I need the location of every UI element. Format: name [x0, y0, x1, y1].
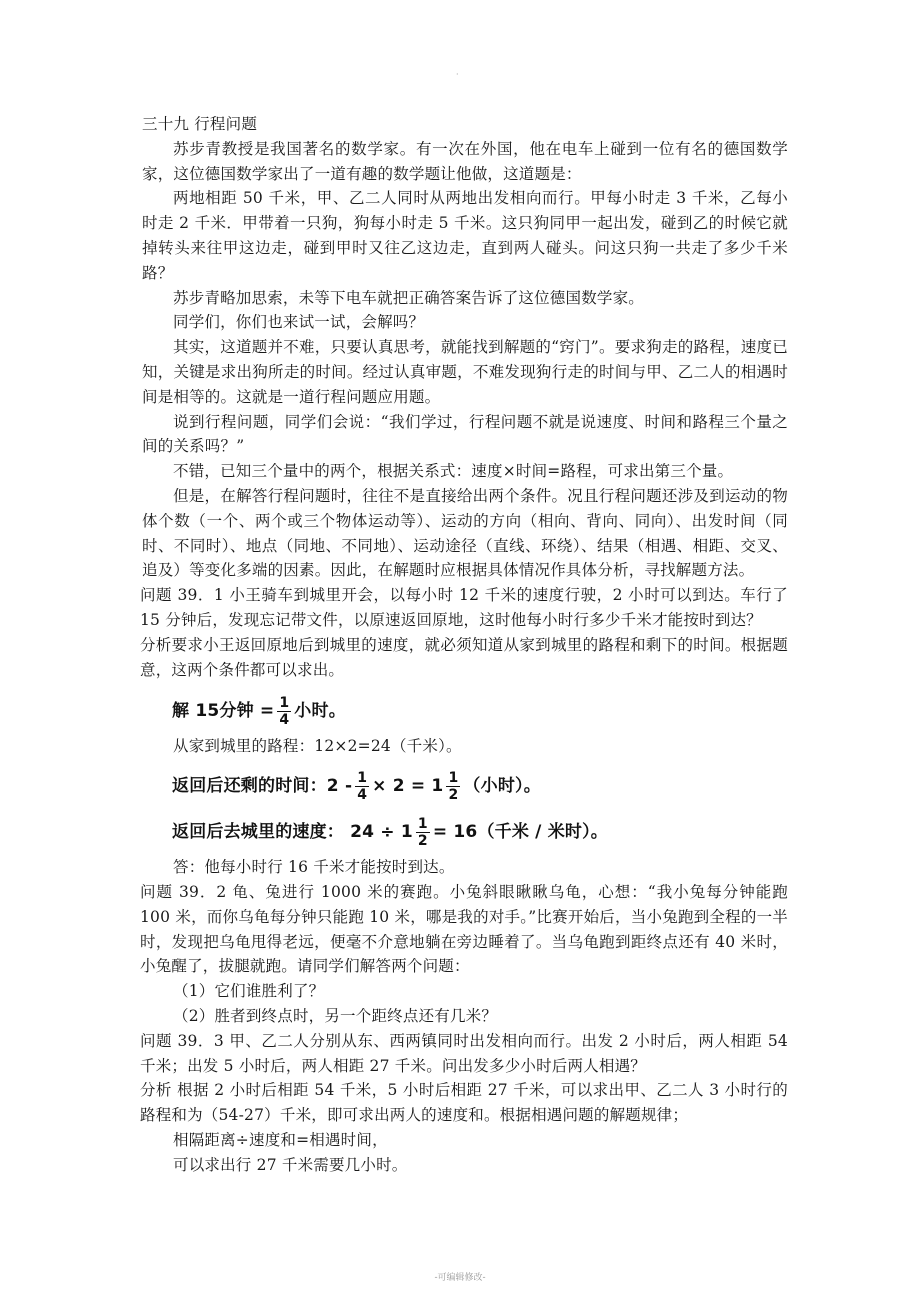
fraction-denominator: 4: [357, 786, 368, 803]
fraction-denominator: 4: [279, 711, 290, 728]
fraction-numerator: 1: [448, 769, 459, 786]
fraction-numerator: 1: [417, 815, 428, 832]
fraction: [355, 771, 369, 802]
paragraph: 苏步青教授是我国著名的数学家。有一次在外国，他在电车上碰到一位有名的德国数学家，这位德国数学家出了一道有趣的数学题让他做，这道题是：: [142, 139, 788, 183]
paragraph: 说到行程问题，同学们会说：“我们学过，行程问题不就是说速度、时间和路程三个量之间的关系吗？”: [142, 412, 788, 456]
problem-2-text: 问题 39．2 龟、兔进行 1000 米的赛跑。小兔斜眼瞅瞅乌龟，心想：“我小兔每分钟能跑 100 米，而你乌龟每分钟只能跑 10 米，哪是我的对手。”比赛开始后，当小兔跑到全程的一半时，发现把乌龟甩得老远，便毫不介意地躺在旁边睡着了。当乌龟跑到距终点还有 40 米时，小兔醒了，拔腿就跑。请同学们解答两个问题：: [140, 882, 788, 976]
page-footer: -可编辑修改-: [434, 1273, 486, 1283]
header-mark: ·: [456, 70, 459, 79]
fraction: [416, 817, 430, 848]
paragraph: 同学们，你们也来试一试，会解吗？: [173, 313, 425, 332]
question-item: （1）它们谁胜利了？: [173, 982, 325, 1001]
formula-remaining-time: [172, 769, 788, 803]
paragraph: 但是，在解答行程问题时，往往不是直接给出两个条件。况且行程问题还涉及到运动的物体个数（一个、两个或三个物体运动等）、运动的方向（相向、背向、同向）、出发时间（同时、不同时）、地点（同地、不同地）、运动途径（直线、环绕）、结果（相遇、相距、交叉、追及）等变化多端的因素。因此，在解题时应根据具体情况作具体分析，寻找解题方法。: [142, 486, 788, 580]
formula-text: = 16（千米 / 米时）。: [432, 821, 609, 842]
formula-text: 返回后去城里的速度： 24 ÷ 1: [172, 821, 413, 842]
paragraph: 不错，已知三个量中的两个，根据关系式：速度×时间=路程，可求出第三个量。: [173, 462, 734, 481]
formula-text: 解 15分钟 =: [172, 700, 275, 721]
problem-1-analysis: 分析要求小王返回原地后到城里的速度，就必须知道从家到城里的路程和剩下的时间。根据题意，这两个条件都可以求出。: [140, 635, 788, 679]
document-body: [142, 112, 788, 1177]
distance-line: 从家到城里的路程：12×2=24（千米）。: [173, 737, 462, 756]
problem-1-text: 问题 39．1 小王骑车到城里开会，以每小时 12 千米的速度行驶，2 小时可以到达。车行了 15 分钟后，发现忘记带文件，以原速返回原地，这时他每小时行多少千米才能按时到达？: [140, 586, 788, 629]
fraction: [446, 771, 460, 802]
fraction: [277, 696, 291, 727]
formula-text: （小时）。: [463, 775, 541, 796]
formula-text: 返回后还剩的时间：2 -: [172, 775, 353, 796]
formula-return-speed: [172, 815, 788, 849]
paragraph: 两地相距 50 千米，甲、乙二人同时从两地出发相向而行。甲每小时走 3 千米，乙每小时走 2 千米．甲带着一只狗，狗每小时走 5 千米。这只狗同甲一起出发，碰到乙的时候它就掉转头来往甲这边走，碰到甲时又往乙这边走，直到两人碰头。问这只狗一共走了多少千米路？: [142, 189, 788, 282]
answer-line: 答：他每小时行 16 千米才能按时到达。: [173, 858, 455, 877]
paragraph: 苏步青略加思索，未等下电车就把正确答案告诉了这位德国数学家。: [173, 288, 645, 307]
formula-minutes-to-hours: [172, 694, 788, 728]
paragraph: 其实，这道题并不难，只要认真思考，就能找到解题的“窍门”。要求狗走的路程，速度已知，关键是求出狗所走的时间。经过认真审题，不难发现狗行走的时间与甲、乙二人的相遇时间是相等的。这就是一道行程问题应用题。: [142, 338, 788, 406]
section-title: 三十九 行程问题: [142, 115, 258, 133]
fraction-denominator: 2: [417, 832, 428, 849]
rule-line: 相隔距离÷速度和=相遇时间，: [173, 1130, 388, 1149]
fraction-denominator: 2: [448, 786, 459, 803]
formula-text: × 2 = 1: [372, 775, 444, 796]
conclusion-line: 可以求出行 27 千米需要几小时。: [173, 1155, 408, 1174]
problem-3-analysis: 分析 根据 2 小时后相距 54 千米，5 小时后相距 27 千米，可以求出甲、乙二人 3 小时行的路程和为（54-27）千米，即可求出两人的速度和。根据相遇问题的解题规律；: [140, 1081, 788, 1125]
fraction-numerator: 1: [279, 694, 290, 711]
formula-text: 小时。: [294, 700, 346, 721]
question-item: （2）胜者到终点时，另一个距终点还有几米？: [173, 1006, 498, 1025]
fraction-numerator: 1: [357, 769, 368, 786]
problem-3-text: 问题 39．3 甲、乙二人分别从东、西两镇同时出发相向而行。出发 2 小时后，两人相距 54 千米；出发 5 小时后，两人相距 27 千米。问出发多少小时后两人相遇？: [140, 1031, 788, 1075]
